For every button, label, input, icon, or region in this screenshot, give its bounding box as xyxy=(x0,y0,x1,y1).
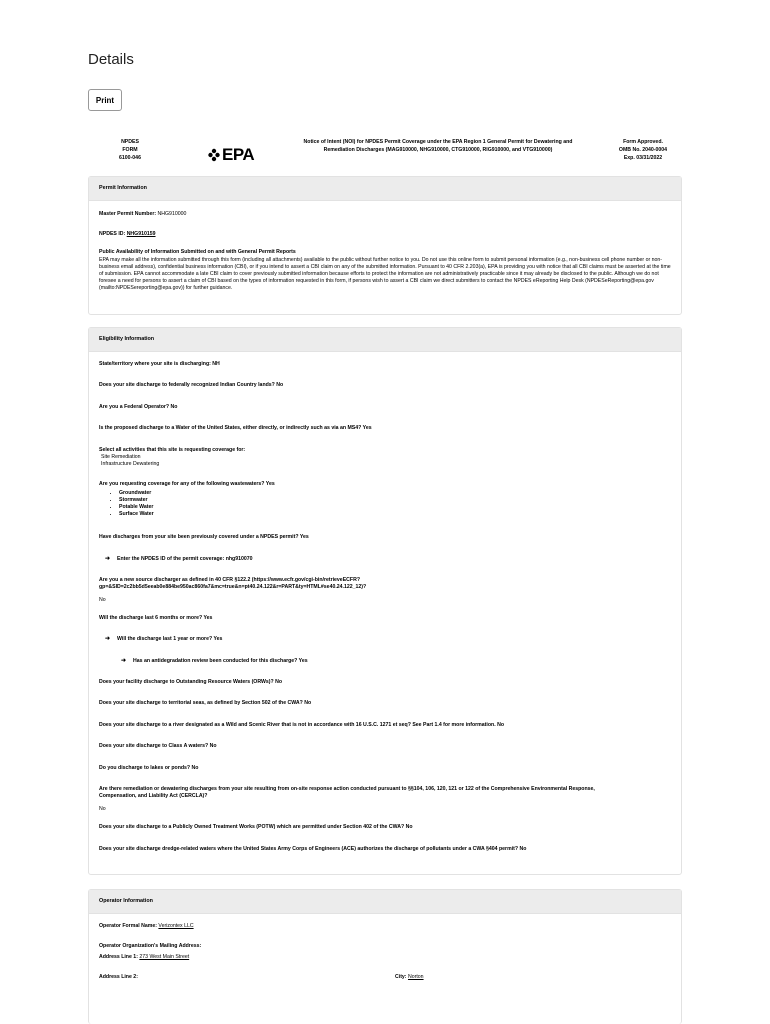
question-cercla-cont: Compensation, and Liability Act (CERCLA)? xyxy=(99,793,208,799)
field-label: City: xyxy=(395,974,407,980)
question-new-source: Are you a new source discharger as defined in 40 CFR §122.2 (https://www.ecfr.gov/cgi-bin/retrieveECFR? xyxy=(99,577,360,583)
field-label: Master Permit Number: xyxy=(99,211,157,217)
question-dredge: Does your site discharge dredge-related waters where the United States Army Corps of Engineers (ACE) authorizes the discharge of pollutants under a CWA §404 permit? No xyxy=(99,846,527,852)
section-heading: Operator Information xyxy=(89,890,681,914)
wastewater-item: • Stormwater xyxy=(119,497,154,504)
question-text: Will the discharge last 1 year or more? Yes xyxy=(117,636,223,642)
question-wastewaters: Are you requesting coverage for any of the following wastewaters? Yes xyxy=(99,481,275,487)
arrow-right-icon: ➜ xyxy=(121,658,127,664)
eligibility-information-section xyxy=(88,327,682,875)
approval-line: Form Approved. xyxy=(623,139,663,145)
question-6-months: Will the discharge last 6 months or more? Yes xyxy=(99,615,213,621)
print-button[interactable]: Print xyxy=(88,89,122,111)
answer-new-source: No xyxy=(99,597,106,603)
address-line-1 xyxy=(99,954,189,961)
field-value: NHG910159 xyxy=(126,231,156,237)
question-wild-scenic: Does your site discharge to a river designated as a Wild and Scenic River that is not in accordance with 16 U.S.C. 1271 et seq? See Part 1.4 for more information. No xyxy=(99,722,504,728)
question-class-a: Does your site discharge to Class A waters? No xyxy=(99,743,217,749)
operator-formal-name xyxy=(99,923,194,930)
form-number-line: FORM xyxy=(122,147,138,153)
question-prev-npdes-id xyxy=(105,556,253,563)
wastewater-item: • Surface Water xyxy=(119,511,154,518)
question-federal-operator: Are you a Federal Operator? No xyxy=(99,404,178,410)
question-lakes-ponds: Do you discharge to lakes or ponds? No xyxy=(99,765,199,771)
wastewater-list xyxy=(111,490,154,518)
form-number-line: 6100-046 xyxy=(119,155,141,161)
operator-information-section xyxy=(88,889,682,1024)
field-value: Norton xyxy=(407,974,424,980)
city-field xyxy=(395,974,424,981)
question-state: State/territory where your site is discharging: NH xyxy=(99,361,220,367)
question-antidegradation xyxy=(121,658,308,665)
epa-flower-icon xyxy=(208,148,220,162)
epa-logo-text: EPA xyxy=(222,145,255,164)
question-text: Has an antidegradation review been conducted for this discharge? Yes xyxy=(133,658,308,664)
question-activities: Select all activities that this site is requesting coverage for: xyxy=(99,447,246,453)
question-orw: Does your facility discharge to Outstanding Resource Waters (ORWs)? No xyxy=(99,679,283,685)
form-approval xyxy=(603,138,683,162)
page-title: Details xyxy=(88,51,134,68)
section-heading: Eligibility Information xyxy=(89,328,681,352)
approval-line: Exp. 03/31/2022 xyxy=(623,155,663,161)
question-water-us: Is the proposed discharge to a Water of the United States, either directly, or indirectly such as via an MS4? Yes xyxy=(99,425,372,431)
question-territorial-seas: Does your site discharge to territorial seas, as defined by Section 502 of the CWA? No xyxy=(99,700,312,706)
form-header xyxy=(88,133,682,173)
section-heading: Permit Information xyxy=(89,177,681,201)
question-indian-country: Does your site discharge to federally recognized Indian Country lands? No xyxy=(99,382,284,388)
notice-line: Remediation Discharges (MAG910000, NHG910000, CTG910000, RIG910000, and VTG910000) xyxy=(323,147,553,153)
address-line-2: Address Line 2: xyxy=(99,974,138,980)
field-label: Address Line 1: xyxy=(99,954,138,960)
question-text: Enter the NPDES ID of the permit coverage: nhg910070 xyxy=(117,556,253,562)
npdes-id xyxy=(99,231,156,238)
field-label: NPDES ID: xyxy=(99,231,126,237)
wastewater-item: • Potable Water xyxy=(119,504,154,511)
mailing-address-label: Operator Organization's Mailing Address: xyxy=(99,943,202,949)
permit-information-section xyxy=(88,176,682,315)
question-cercla: Are there remediation or dewatering discharges from your site resulting from on-site response action conducted pursuant to §§104, 106, 120, 121 or 122 of the Comprehensive Environmental Response, xyxy=(99,786,595,792)
master-permit-number xyxy=(99,211,186,218)
answer-cercla: No xyxy=(99,806,106,812)
field-value: Verizontex LLC xyxy=(158,923,194,929)
activity-item: Infrastructure Dewatering xyxy=(101,461,160,467)
public-availability-title: Public Availability of Information Submitted on and with General Permit Reports xyxy=(99,249,296,255)
question-1-year xyxy=(105,636,222,643)
arrow-right-icon: ➜ xyxy=(105,636,111,642)
approval-line: OMB No. 2040-0004 xyxy=(618,147,668,153)
notice-line: Notice of Intent (NOI) for NPDES Permit Coverage under the EPA Region 1 General Permit for Dewatering and xyxy=(303,139,573,145)
arrow-right-icon: ➜ xyxy=(105,556,111,562)
field-value: 273 West Main Street xyxy=(139,954,190,960)
public-availability-text: EPA may make all the information submitted through this form (including all attachments) available to the public without further notice to you. Do not use this online form to submit personal information (e.g., non-business cell phone number or non-business email address), confidential business information (CBI), or if you intend to assert a CBI claim on any of the submitted information. Pursuant to 40 CFR 2.203(a), EPA is providing you with notice that all CBI claims must be asserted at the time of submission. EPA cannot accommodate a late CBI claim to cover previously submitted information because efforts to protect the information are not administratively practicable since it may already be disclosed to the public. Although we do not foresee a need for persons to assert a claim of CBI based on the types of information requested in this form, if persons wish to assert a CBI claim we direct submitters to contact the NPDES eReporting Help Desk (NPDESeReporting@epa.gov (mailto:NPDESereporting@epa.gov)) for further guidance. xyxy=(99,257,671,291)
wastewater-item: • Groundwater xyxy=(119,490,154,497)
question-new-source-link[interactable]: gp=&SID=2c2bb5d5eeab0e884be950ac860fa7&mc=true&n=pt40.24.122&r=PART&ty=HTML#se40.24.122_12)? xyxy=(99,584,367,590)
field-value: NHG910000 xyxy=(157,211,187,217)
epa-logo xyxy=(208,145,254,165)
question-potw: Does your site discharge to a Publicly Owned Treatment Works (POTW) which are permitted under Section 402 of the CWA? No xyxy=(99,824,413,830)
field-label: Operator Formal Name: xyxy=(99,923,157,929)
activity-item: Site Remediation xyxy=(101,454,141,460)
form-number-line: NPDES xyxy=(121,139,139,145)
question-prev-covered: Have discharges from your site been previously covered under a NPDES permit? Yes xyxy=(99,534,309,540)
form-notice-title xyxy=(288,138,588,154)
form-number xyxy=(88,138,172,162)
